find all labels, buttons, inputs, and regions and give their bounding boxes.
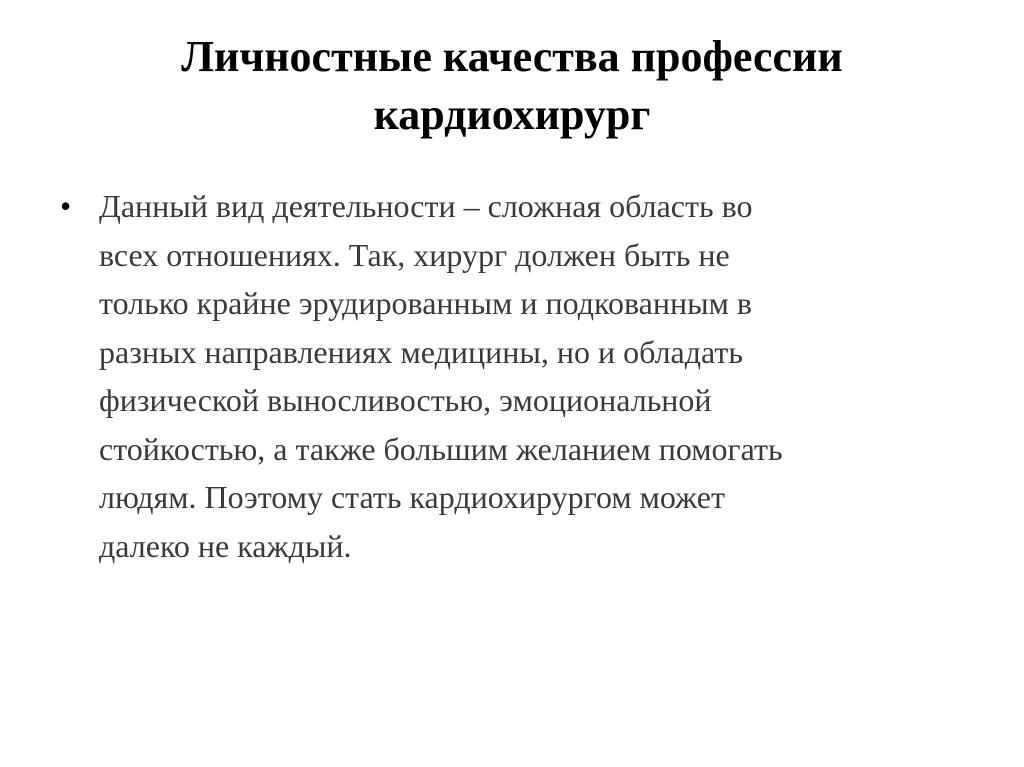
- paragraph-line: стойкостью, а также большим желанием помогать: [99, 430, 783, 467]
- paragraph-line: людям. Поэтому стать кардиохирургом может: [99, 479, 725, 515]
- title-line: кардиохирург: [373, 90, 651, 139]
- title-line: Личностные качества профессии: [181, 32, 843, 81]
- paragraph-line: разных направлениях медицины, но и обладать: [99, 333, 743, 370]
- paragraph-line: Данный вид деятельности – сложная область во: [99, 188, 753, 224]
- bullet-list: [60, 182, 960, 570]
- paragraph-line: всех отношениях. Так, хирург должен быть не: [99, 236, 730, 273]
- paragraph-line: только крайне эрудированным и подкованным в: [99, 285, 752, 321]
- bullet-paragraph: [99, 182, 960, 570]
- paragraph-line: далеко не каждый.: [99, 527, 352, 564]
- bullet-dot-icon: •: [60, 188, 72, 224]
- bullet-item: [60, 182, 960, 570]
- slide-title: [40, 28, 984, 144]
- paragraph-line: физической выносливостью, эмоциональной: [99, 382, 712, 418]
